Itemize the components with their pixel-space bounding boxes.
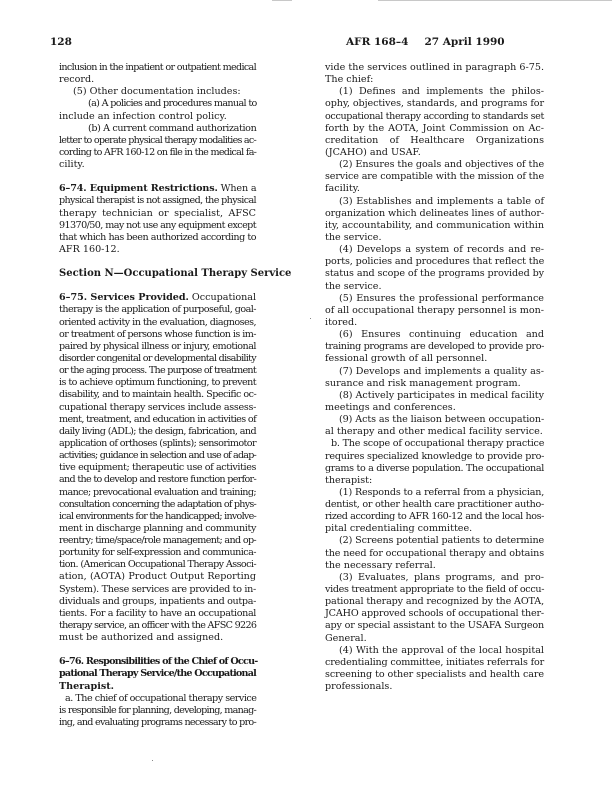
text-line: forth by the AOTA, Joint Commission on Ac- bbox=[325, 122, 544, 134]
text-line: cupational therapy services include assess- bbox=[59, 401, 256, 413]
text-line: 91370/50, may not use any equipment except bbox=[59, 219, 256, 231]
text-line: occupational therapy according to standards set bbox=[325, 110, 544, 122]
text-line: dividuals and groups, inpatients and outpa- bbox=[59, 595, 256, 607]
text-line: ports, policies and procedures that reflect the bbox=[325, 256, 545, 268]
text-line: tients. For a facility to have an occupational bbox=[59, 607, 256, 619]
text-line: (4) Develops a system of records and re- bbox=[339, 244, 544, 256]
text-line: (JCAHO) and USAF. bbox=[325, 146, 421, 158]
scan-speck bbox=[310, 318, 311, 319]
text-line: tive equipment; therapeutic use of activities bbox=[59, 462, 256, 474]
text-line: reentry; time/space/role management; and op- bbox=[59, 535, 256, 547]
text-line: mance; prevocational evaluation and training; bbox=[59, 486, 256, 498]
text-line: professionals. bbox=[325, 681, 393, 693]
text-line: ophy, objectives, standards, and programs for bbox=[325, 98, 544, 110]
text-line: the need for occupational therapy and obtains bbox=[325, 547, 544, 559]
text-line: General. bbox=[325, 632, 367, 644]
text-line: letter to operate physical therapy modalities ac- bbox=[59, 134, 256, 146]
text-line: organization which delineates lines of author- bbox=[325, 207, 544, 219]
text-line: oriented activity in the evaluation, diagnoses, bbox=[59, 316, 256, 328]
text-line: vides treatment appropriate to the field of occu- bbox=[325, 584, 545, 596]
text-line: service are compatible with the mission of the bbox=[325, 171, 544, 183]
text-line: that which has been authorized according to bbox=[59, 231, 256, 243]
text-line: grams to a diverse population. The occupational bbox=[325, 462, 545, 474]
text-line: pational Therapy Service/the Occupational bbox=[59, 668, 256, 680]
text-line: apy or special assistant to the USAFA Surgeon bbox=[325, 620, 544, 632]
text-line: ical environments for the handicapped; involve- bbox=[59, 510, 256, 522]
text-line: surance and risk management program. bbox=[325, 377, 521, 389]
text-line: (6) Ensures continuing education and bbox=[339, 329, 544, 341]
text-line: tion. (American Occupational Therapy Associ- bbox=[59, 559, 257, 571]
text-line: 6–76. Responsibilities of the Chief of Occu- bbox=[59, 656, 258, 668]
text-line: (2) Screens potential patients to determine bbox=[339, 535, 545, 547]
text-line: is to achieve optimum functioning, to prevent bbox=[59, 377, 256, 389]
paragraph-gap bbox=[59, 280, 256, 292]
right-column bbox=[325, 62, 544, 693]
text-line: and the to develop and restore function perfor- bbox=[59, 474, 256, 486]
text-line: status and scope of the programs provided by bbox=[325, 268, 544, 280]
paragraph-gap bbox=[59, 644, 256, 656]
text-line: 6–75. Services Provided. Occupational bbox=[59, 292, 257, 304]
text-line: (b) A current command authorization bbox=[88, 122, 257, 134]
text-line: requires specialized knowledge to provide pro- bbox=[325, 450, 545, 462]
text-line: must be authorized and assigned. bbox=[59, 632, 224, 644]
text-line: therapist: bbox=[325, 474, 373, 486]
text-line: a. The chief of occupational therapy service bbox=[65, 692, 257, 704]
page-header bbox=[0, 36, 612, 52]
text-line: 6–74. Equipment Restrictions. When a bbox=[59, 183, 257, 195]
text-line: disability, and to maintain health. Specific oc- bbox=[59, 389, 257, 401]
text-line: (3) Evaluates, plans programs, and pro- bbox=[339, 571, 544, 583]
paragraph-title: 6–74. Equipment Restrictions. bbox=[59, 183, 218, 195]
text-line: of all occupational therapy personnel is mon- bbox=[325, 304, 544, 316]
text-line: therapy technician or specialist, AFSC bbox=[59, 207, 256, 219]
text-line: facility. bbox=[325, 183, 360, 195]
regulation-number: AFR 168–4 bbox=[346, 36, 409, 48]
text-line: Therapist. bbox=[59, 680, 115, 692]
text-line: record. bbox=[59, 74, 95, 86]
text-line: AFR 160-12. bbox=[59, 243, 120, 255]
scan-artifact-line bbox=[272, 0, 292, 1]
text-line: (1) Responds to a referral from a physician, bbox=[339, 486, 545, 498]
text-line: pital credentialing committee. bbox=[325, 523, 473, 535]
text-line: meetings and conferences. bbox=[325, 401, 456, 413]
text-line: fessional growth of all personnel. bbox=[325, 353, 488, 365]
text-line: training programs are developed to provide pro- bbox=[325, 341, 544, 353]
text-line: the service. bbox=[325, 231, 382, 243]
running-header bbox=[346, 36, 505, 48]
paragraph-gap bbox=[59, 171, 256, 183]
text-line: cording to AFR 160-12 on file in the medical fa- bbox=[59, 146, 257, 158]
text-line: cility. bbox=[59, 159, 85, 171]
text-line: the service. bbox=[325, 280, 382, 292]
text-line: ity, accountability, and communication within bbox=[325, 219, 544, 231]
text-line: paired by physical illness or injury, emotional bbox=[59, 340, 256, 352]
text-line: consultation concerning the adaptation of phys- bbox=[59, 498, 256, 510]
text-line: screening to other specialists and health care bbox=[325, 669, 544, 681]
text-line: therapy service, an officer with the AFSC 9226 bbox=[59, 620, 257, 632]
text-line: al therapy and other medical facility service. bbox=[325, 426, 543, 438]
text-line: b. The scope of occupational therapy practice bbox=[331, 438, 545, 450]
text-line: JCAHO approved schools of occupational ther- bbox=[325, 608, 544, 620]
scan-artifact-line bbox=[378, 0, 612, 1]
text-line: (9) Acts as the liaison between occupation- bbox=[339, 414, 545, 426]
text-line: (3) Establishes and implements a table of bbox=[339, 195, 544, 207]
text-line: include an infection control policy. bbox=[59, 110, 227, 122]
text-line: dentist, or other health care practitioner autho- bbox=[325, 499, 544, 511]
page-number: 128 bbox=[50, 36, 72, 48]
text-line: physical therapist is not assigned, the physical bbox=[59, 195, 256, 207]
text-line: daily living (ADL); the design, fabrication, and bbox=[59, 425, 256, 437]
text-line: creditation of Healthcare Organizations bbox=[325, 134, 544, 146]
text-line: (2) Ensures the goals and objectives of the bbox=[339, 159, 545, 171]
text-line: inclusion in the inpatient or outpatient medical bbox=[59, 62, 256, 73]
text-line: therapy is the application of purposeful, goal- bbox=[59, 304, 256, 316]
text-line: portunity for self-expression and communica- bbox=[59, 547, 256, 559]
text-line: the necessary referral. bbox=[325, 559, 436, 571]
text-line: application of orthoses (splints); sensorimotor bbox=[59, 437, 256, 449]
text-line: ation, (AOTA) Product Output Reporting bbox=[59, 571, 256, 583]
left-column bbox=[59, 62, 292, 729]
scan-speck bbox=[152, 760, 153, 761]
section-heading: Section N—Occupational Therapy Service bbox=[59, 268, 292, 280]
text-line: ment, treatment, and education in activities of bbox=[59, 413, 256, 425]
text-line: or the aging process. The purpose of treatment bbox=[59, 365, 256, 377]
text-line: (4) With the approval of the local hospital bbox=[339, 644, 544, 656]
text-line: itored. bbox=[325, 316, 358, 328]
text-line: ment in discharge planning and community bbox=[59, 522, 256, 534]
text-line: (a) A policies and procedures manual to bbox=[88, 98, 257, 110]
publication-date: 27 April 1990 bbox=[424, 36, 505, 48]
text-line: ing, and evaluating programs necessary to pro- bbox=[59, 717, 256, 729]
text-line: credentialing committee, initiates referrals for bbox=[325, 656, 544, 668]
text-line: vide the services outlined in paragraph 6-75. bbox=[325, 62, 544, 73]
paragraph-title: 6–75. Services Provided. bbox=[59, 292, 189, 304]
text-line: (8) Actively participates in medical facility bbox=[339, 389, 545, 401]
text-line: The chief: bbox=[325, 74, 374, 86]
text-line: disorder congenital or developmental disability bbox=[59, 352, 256, 364]
text-line: (1) Defines and implements the philos- bbox=[339, 86, 544, 98]
text-line: is responsible for planning, developing, manag- bbox=[59, 704, 256, 716]
paragraph-gap bbox=[59, 256, 256, 268]
text-line: or treatment of persons whose function is im- bbox=[59, 328, 256, 340]
text-line: (7) Develops and implements a quality as- bbox=[339, 365, 544, 377]
text-line: (5) Ensures the professional performance bbox=[339, 292, 544, 304]
text-line: activities; guidance in selection and use of adap- bbox=[59, 450, 256, 462]
text-line: rized according to AFR 160-12 and the local hos- bbox=[325, 511, 544, 523]
text-line: pational therapy and recognized by the AOTA, bbox=[325, 596, 544, 608]
text-line: System). These services are provided to in- bbox=[59, 583, 256, 595]
text-line: (5) Other documentation includes: bbox=[73, 86, 241, 98]
